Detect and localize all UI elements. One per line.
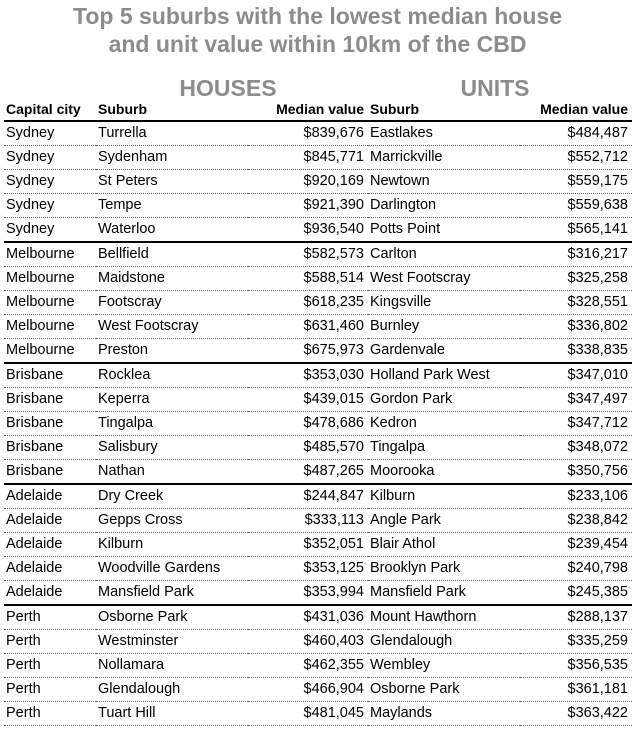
unit-median-value-cell: $552,712 — [520, 146, 632, 170]
capital-city-cell: Perth — [4, 702, 96, 726]
unit-suburb-cell: Newtown — [368, 170, 520, 194]
unit-suburb-cell: Wembley — [368, 654, 520, 678]
house-median-value-cell: $462,355 — [248, 654, 368, 678]
capital-city-cell: Brisbane — [4, 436, 96, 460]
capital-city-cell: Melbourne — [4, 291, 96, 315]
unit-median-value-cell: $356,535 — [520, 654, 632, 678]
house-suburb-cell: Tuart Hill — [96, 702, 248, 726]
table-row — [4, 630, 632, 654]
unit-suburb-cell: Osborne Park — [368, 678, 520, 702]
house-median-value-cell: $466,904 — [248, 678, 368, 702]
unit-median-value-cell: $348,072 — [520, 436, 632, 460]
unit-suburb-cell: Eastlakes — [368, 121, 520, 146]
unit-suburb-cell: Kingsville — [368, 291, 520, 315]
table-row — [4, 242, 632, 267]
house-median-value-cell: $631,460 — [248, 315, 368, 339]
house-median-value-cell: $845,771 — [248, 146, 368, 170]
unit-suburb-cell: Darlington — [368, 194, 520, 218]
unit-suburb-cell: Moorooka — [368, 460, 520, 485]
capital-city-cell: Adelaide — [4, 509, 96, 533]
house-median-value-cell: $431,036 — [248, 605, 368, 630]
house-median-value-cell: $481,045 — [248, 702, 368, 726]
unit-suburb-cell: Gardenvale — [368, 339, 520, 364]
table-row — [4, 678, 632, 702]
chart-title-line-2: and unit value within 10km of the CBD — [108, 31, 527, 57]
house-suburb-cell: Tempe — [96, 194, 248, 218]
house-suburb-cell: Woodville Gardens — [96, 557, 248, 581]
capital-city-cell: Melbourne — [4, 339, 96, 364]
unit-suburb-cell: Mansfield Park — [368, 581, 520, 606]
unit-median-value-cell: $316,217 — [520, 242, 632, 267]
table-row — [4, 654, 632, 678]
house-median-value-cell: $485,570 — [248, 436, 368, 460]
chart-title — [0, 2, 635, 58]
house-median-value-cell: $487,265 — [248, 460, 368, 485]
table-row — [4, 509, 632, 533]
unit-suburb-cell: Marrickville — [368, 146, 520, 170]
unit-suburb-cell: Burnley — [368, 315, 520, 339]
house-median-value-cell: $920,169 — [248, 170, 368, 194]
unit-median-value-cell: $239,454 — [520, 533, 632, 557]
house-suburb-cell: Footscray — [96, 291, 248, 315]
unit-suburb-cell: Gordon Park — [368, 388, 520, 412]
house-median-value-cell: $333,113 — [248, 509, 368, 533]
house-median-value-cell: $921,390 — [248, 194, 368, 218]
unit-median-value-cell: $328,551 — [520, 291, 632, 315]
capital-city-cell: Perth — [4, 654, 96, 678]
unit-suburb-cell: Maylands — [368, 702, 520, 726]
table-row — [4, 315, 632, 339]
capital-city-cell: Sydney — [4, 218, 96, 243]
house-median-value-cell: $478,686 — [248, 412, 368, 436]
unit-suburb-cell: Mount Hawthorn — [368, 605, 520, 630]
table-row — [4, 339, 632, 364]
house-suburb-cell: Turrella — [96, 121, 248, 146]
unit-median-value-cell: $565,141 — [520, 218, 632, 243]
unit-median-value-cell: $347,712 — [520, 412, 632, 436]
house-median-value-cell: $839,676 — [248, 121, 368, 146]
suburb-values-table — [4, 98, 632, 726]
house-median-value-cell: $618,235 — [248, 291, 368, 315]
house-suburb-cell: Glendalough — [96, 678, 248, 702]
table-row — [4, 533, 632, 557]
house-suburb-cell: St Peters — [96, 170, 248, 194]
capital-city-cell: Sydney — [4, 194, 96, 218]
capital-city-cell: Adelaide — [4, 557, 96, 581]
house-suburb-cell: Dry Creek — [96, 484, 248, 509]
unit-median-value-cell: $559,638 — [520, 194, 632, 218]
house-median-value-cell: $244,847 — [248, 484, 368, 509]
house-suburb-cell: Maidstone — [96, 267, 248, 291]
capital-city-cell: Sydney — [4, 170, 96, 194]
chart-title-line-1: Top 5 suburbs with the lowest median house — [72, 3, 562, 29]
house-suburb-cell: Nollamara — [96, 654, 248, 678]
capital-city-cell: Adelaide — [4, 581, 96, 606]
house-suburb-cell: Rocklea — [96, 363, 248, 388]
column-header-unit-median-value: Median value — [520, 98, 632, 121]
house-suburb-cell: Westminster — [96, 630, 248, 654]
house-median-value-cell: $353,125 — [248, 557, 368, 581]
table-row — [4, 702, 632, 726]
table-row — [4, 436, 632, 460]
column-header-capital-city: Capital city — [4, 98, 96, 121]
unit-median-value-cell: $335,259 — [520, 630, 632, 654]
table-row — [4, 557, 632, 581]
house-median-value-cell: $588,514 — [248, 267, 368, 291]
capital-city-cell: Perth — [4, 678, 96, 702]
houses-heading: HOUSES — [179, 75, 277, 101]
column-header-house-median-value: Median value — [248, 98, 368, 121]
unit-median-value-cell: $288,137 — [520, 605, 632, 630]
table-body — [4, 121, 632, 726]
unit-median-value-cell: $245,385 — [520, 581, 632, 606]
unit-median-value-cell: $361,181 — [520, 678, 632, 702]
unit-suburb-cell: Carlton — [368, 242, 520, 267]
unit-median-value-cell: $336,802 — [520, 315, 632, 339]
house-suburb-cell: West Footscray — [96, 315, 248, 339]
unit-suburb-cell: Glendalough — [368, 630, 520, 654]
capital-city-cell: Sydney — [4, 121, 96, 146]
table-row — [4, 121, 632, 146]
house-suburb-cell: Mansfield Park — [96, 581, 248, 606]
unit-median-value-cell: $347,010 — [520, 363, 632, 388]
unit-median-value-cell: $240,798 — [520, 557, 632, 581]
unit-median-value-cell: $350,756 — [520, 460, 632, 485]
unit-suburb-cell: Brooklyn Park — [368, 557, 520, 581]
house-suburb-cell: Waterloo — [96, 218, 248, 243]
table-row — [4, 581, 632, 606]
unit-median-value-cell: $347,497 — [520, 388, 632, 412]
unit-suburb-cell: Kilburn — [368, 484, 520, 509]
capital-city-cell: Melbourne — [4, 267, 96, 291]
house-median-value-cell: $582,573 — [248, 242, 368, 267]
capital-city-cell: Melbourne — [4, 242, 96, 267]
unit-median-value-cell: $484,487 — [520, 121, 632, 146]
unit-suburb-cell: Blair Athol — [368, 533, 520, 557]
table-row — [4, 412, 632, 436]
unit-suburb-cell: Angle Park — [368, 509, 520, 533]
capital-city-cell: Perth — [4, 605, 96, 630]
table-row — [4, 363, 632, 388]
capital-city-cell: Adelaide — [4, 484, 96, 509]
capital-city-cell: Brisbane — [4, 412, 96, 436]
table-row — [4, 146, 632, 170]
unit-suburb-cell: Potts Point — [368, 218, 520, 243]
house-median-value-cell: $353,030 — [248, 363, 368, 388]
unit-suburb-cell: Kedron — [368, 412, 520, 436]
capital-city-cell: Perth — [4, 630, 96, 654]
house-suburb-cell: Sydenham — [96, 146, 248, 170]
table-row — [4, 291, 632, 315]
unit-median-value-cell: $338,835 — [520, 339, 632, 364]
unit-median-value-cell: $233,106 — [520, 484, 632, 509]
unit-median-value-cell: $559,175 — [520, 170, 632, 194]
house-suburb-cell: Nathan — [96, 460, 248, 485]
unit-median-value-cell: $325,258 — [520, 267, 632, 291]
table-header-row — [4, 98, 632, 121]
table-row — [4, 267, 632, 291]
capital-city-cell: Brisbane — [4, 460, 96, 485]
unit-median-value-cell: $238,842 — [520, 509, 632, 533]
capital-city-cell: Sydney — [4, 146, 96, 170]
column-header-house-suburb: Suburb — [96, 98, 248, 121]
house-suburb-cell: Osborne Park — [96, 605, 248, 630]
table-row — [4, 170, 632, 194]
house-suburb-cell: Preston — [96, 339, 248, 364]
table-row — [4, 605, 632, 630]
table-row — [4, 388, 632, 412]
capital-city-cell: Melbourne — [4, 315, 96, 339]
house-median-value-cell: $675,973 — [248, 339, 368, 364]
house-median-value-cell: $936,540 — [248, 218, 368, 243]
capital-city-cell: Adelaide — [4, 533, 96, 557]
house-suburb-cell: Bellfield — [96, 242, 248, 267]
unit-suburb-cell: Tingalpa — [368, 436, 520, 460]
unit-suburb-cell: Holland Park West — [368, 363, 520, 388]
house-median-value-cell: $353,994 — [248, 581, 368, 606]
units-heading: UNITS — [460, 75, 530, 101]
table-row — [4, 484, 632, 509]
house-median-value-cell: $352,051 — [248, 533, 368, 557]
house-suburb-cell: Salisbury — [96, 436, 248, 460]
table-row — [4, 460, 632, 485]
house-suburb-cell: Keperra — [96, 388, 248, 412]
house-suburb-cell: Kilburn — [96, 533, 248, 557]
house-median-value-cell: $460,403 — [248, 630, 368, 654]
capital-city-cell: Brisbane — [4, 363, 96, 388]
table-row — [4, 218, 632, 243]
house-median-value-cell: $439,015 — [248, 388, 368, 412]
house-suburb-cell: Gepps Cross — [96, 509, 248, 533]
unit-suburb-cell: West Footscray — [368, 267, 520, 291]
table-row — [4, 194, 632, 218]
column-header-unit-suburb: Suburb — [368, 98, 520, 121]
house-suburb-cell: Tingalpa — [96, 412, 248, 436]
unit-median-value-cell: $363,422 — [520, 702, 632, 726]
capital-city-cell: Brisbane — [4, 388, 96, 412]
